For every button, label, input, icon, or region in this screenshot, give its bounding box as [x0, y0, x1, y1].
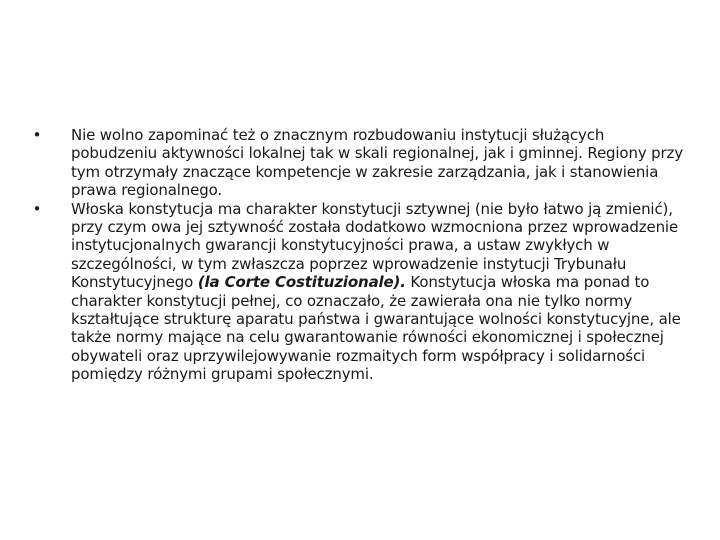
bullet-list — [30, 126, 685, 384]
bullet-text-before: Włoska konstytucja ma charakter konstytucji sztywnej (nie było łatwo ją zmienić), przy czym owa jej sztywność została dodatkowo wzmocniona przez wprowadzenie instytucjonalnych gwarancji konstytucyjności prawa, a ustaw zwykłych w szczególności, w tym zwłaszcza poprzez wprowadzenie instytucji Trybunału Konstytucyjnego — [71, 199, 679, 292]
bullet-item-constitution — [30, 200, 685, 384]
bullet-text-after: Konstytucja włoska ma ponad to charakter konstytucji pełnej, co oznaczało, że zawierała ona nie tylko normy kształtujące strukturę aparatu państwa i gwarantujące wolności konstytucyjne, ale także normy mające na celu gwarantowanie równości ekonomicznej i społecznej obywateli oraz uprzywilejowywanie rozmaitych form współpracy i solidarności pomiędzy różnymi grupami społecznymi. — [71, 273, 681, 384]
bullet-marker: • — [32, 126, 42, 144]
bullet-marker: • — [32, 199, 42, 218]
bullet-text-emphasis: (la Corte Costituzionale). — [197, 273, 406, 292]
bullet-text — [71, 200, 681, 384]
bullet-item-regions — [30, 126, 685, 200]
bullet-text: Nie wolno zapominać też o znacznym rozbudowaniu instytucji służących pobudzeniu aktywności lokalnej tak w skali regionalnej, jak i gminnej. Regiony przy tym otrzymały znaczące kompetencje w zakresie zarządzania, jak i stanowienia prawa regionalnego. — [71, 126, 683, 200]
